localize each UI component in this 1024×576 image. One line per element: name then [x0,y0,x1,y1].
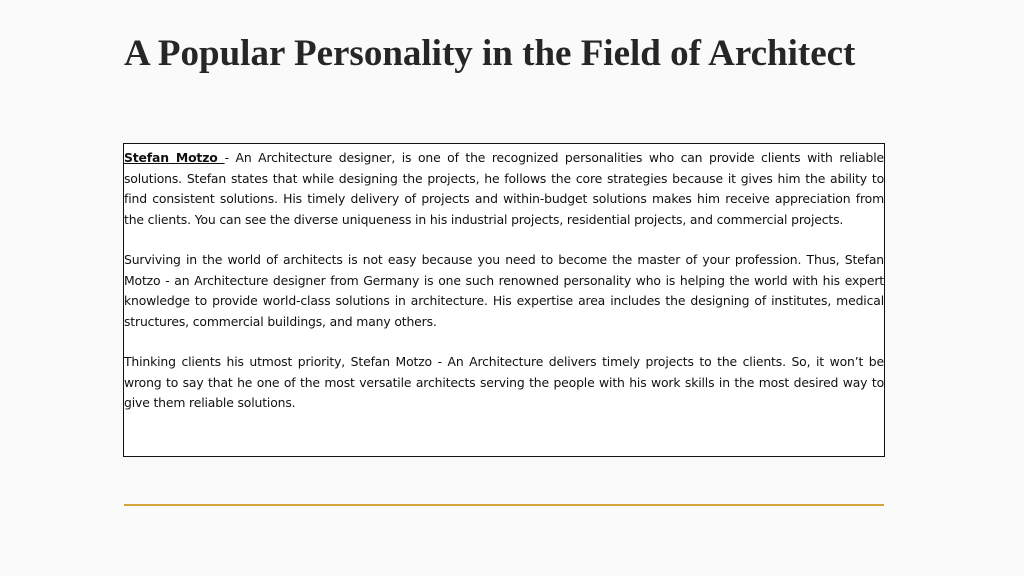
paragraph-intro [124,148,884,230]
paragraph-intro-text: - An Architecture designer, is one of the recognized personalities who can provide clients with reliable solutions. Stefan states that while designing the projects, he follows the core strategies because it gives him the ability to find consistent solutions. His timely delivery of projects and within-budget solutions makes him receive appreciation from the clients. You can see the diverse uniqueness in his industrial projects, residential projects, and commercial projects. [124,150,884,227]
author-name-link[interactable]: Stefan Motzo [124,150,225,165]
slide-title: A Popular Personality in the Field of Architect [124,33,856,74]
paragraph-expertise: Surviving in the world of architects is not easy because you need to become the master of your profession. Thus, Stefan Motzo - an Architecture designer from Germany is one such renowned personality who is helping the world with his expert knowledge to provide world-class solutions in architecture. His expertise area includes the designing of institutes, medical structures, commercial buildings, and many others. [124,252,884,329]
accent-divider-line [124,504,884,506]
paragraph-priority: Thinking clients his utmost priority, Stefan Motzo - An Architecture delivers timely projects to the clients. So, it won’t be wrong to say that he one of the most versatile architects serving the people with his work skills in the most desired way to give them reliable solutions. [124,354,884,410]
content-text-box [123,143,885,457]
